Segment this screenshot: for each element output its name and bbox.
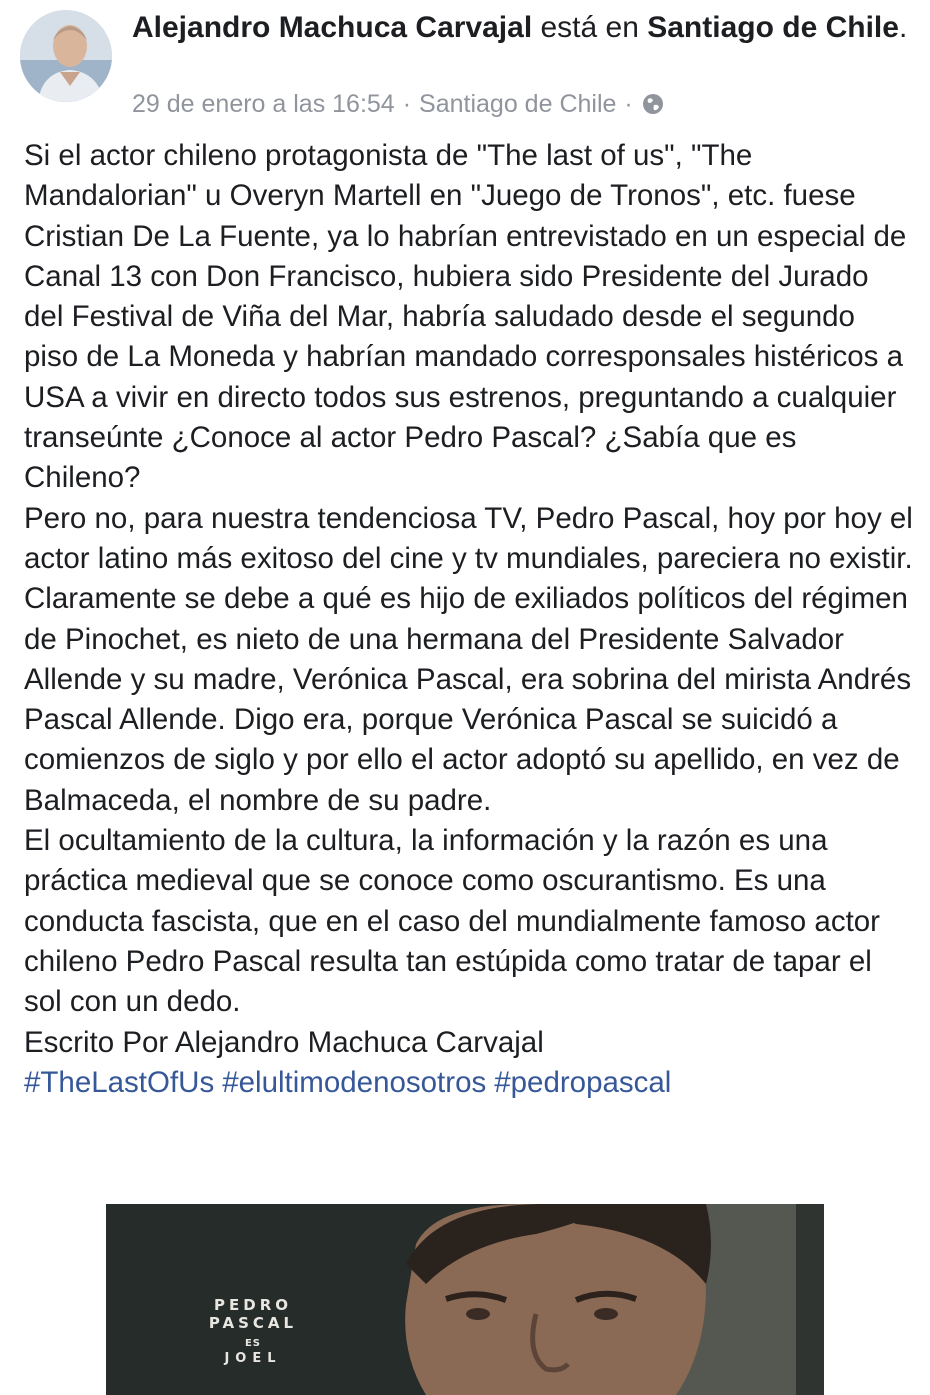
post-body [24, 136, 914, 1103]
post-paragraph-2: Pero no, para nuestra tendenciosa TV, Pedro Pascal, hoy por hoy el actor latino más exitoso del cine y tv mundiales, pareciera no existir. Claramente se debe a qué es hijo de exiliados políticos del régimen de Pinochet, es nieto de una hermana del Presidente Salvador Allende y su madre, Verónica Pascal, era sobrina del mirista Andrés Pascal Allende. Digo era, porque Verónica Pascal se suicidó a comienzos de siglo y por ello el actor adoptó su apellido, en vez de Balmaceda, el nombre de su padre. [24, 501, 913, 817]
post-meta [132, 88, 665, 120]
post-header [20, 8, 920, 118]
profile-photo [20, 10, 112, 102]
place-link[interactable]: Santiago de Chile [419, 90, 617, 118]
poster-es: ES [244, 1338, 262, 1349]
hashtag-list [24, 1063, 914, 1103]
post-photo[interactable] [106, 1204, 824, 1395]
location-link[interactable]: Santiago de Chile [647, 11, 899, 44]
avatar[interactable] [20, 10, 112, 102]
post-paragraph-1: Si el actor chileno protagonista de "The last of us", "The Mandalorian" u Overyn Martell en "Juego de Tronos", etc. fuese Cristian De La Fuente, ya lo habrían entrevistado en un especial de Canal 13 con Don Francisco, hubiera sido Presidente del Jurado del Festival de Viña del Mar, habría saludado desde el segundo piso de La Moneda y habrían mandado corresponsales histéricos a USA a vivir en directo todos sus estrenos, preguntando a cualquier transeúnte ¿Conoce al actor Pedro Pascal? ¿Sabía que es Chileno? [24, 139, 907, 495]
post-title [132, 8, 912, 48]
post-paragraph-3: El ocultamiento de la cultura, la información y la razón es una práctica medieval que se conoce como oscurantismo. Es una conducta fascista, que en el caso del mundialmente famoso actor chileno Pedro Pascal resulta tan estúpida como tratar de tapar el sol con un dedo. [24, 824, 880, 1019]
author-name[interactable]: Alejandro Machuca Carvajal [132, 11, 533, 44]
post-signature: Escrito Por Alejandro Machuca Carvajal [24, 1025, 544, 1059]
post-timestamp[interactable]: 29 de enero a las 16:54 [132, 90, 395, 118]
hashtag-pedropascal[interactable]: #pedropascal [494, 1065, 672, 1099]
poster-role: JOEL [224, 1351, 282, 1366]
hashtag-thelastofus[interactable]: #TheLastOfUs [24, 1065, 215, 1099]
meta-separator-2: · [624, 90, 633, 118]
poster-actor-name: PEDRO PASCAL [208, 1296, 298, 1332]
hashtag-elultimodenosotros[interactable]: #elultimodenosotros [222, 1065, 487, 1099]
poster-caption [168, 1296, 338, 1366]
title-period: . [898, 11, 908, 44]
globe-icon[interactable] [641, 92, 665, 116]
connector-text: está en [532, 11, 648, 44]
meta-separator: · [402, 90, 412, 118]
